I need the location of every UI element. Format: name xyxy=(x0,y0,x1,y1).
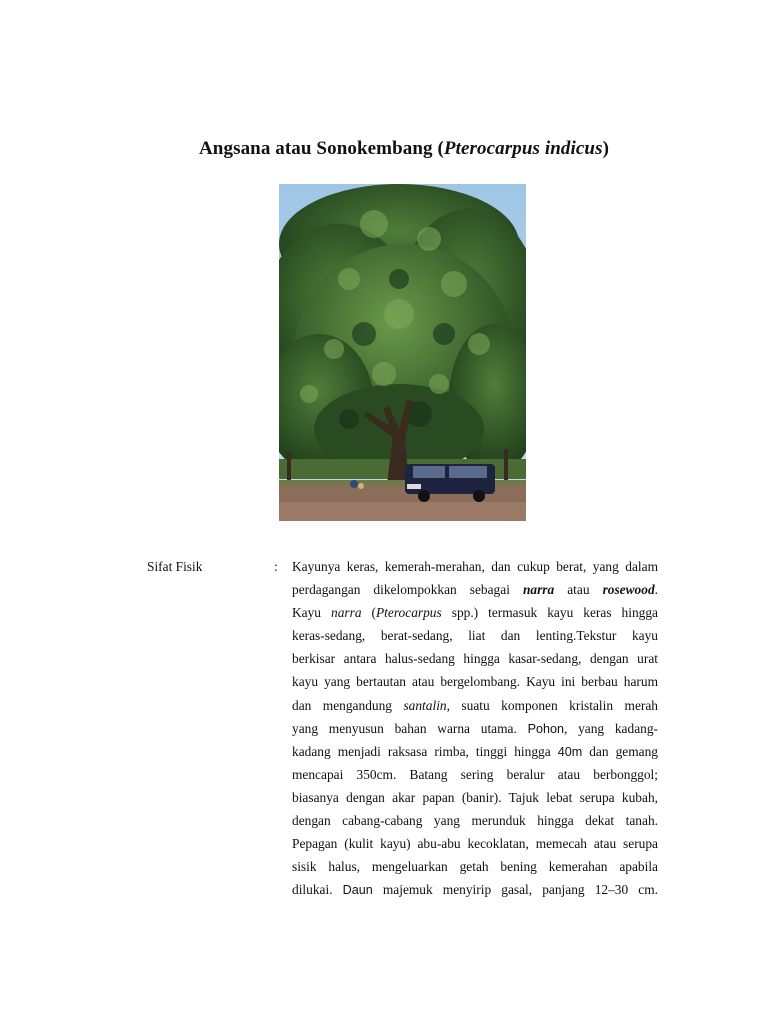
body-line xyxy=(292,786,658,809)
body-term: santalin xyxy=(403,697,447,713)
body-term: Pohon xyxy=(527,721,564,736)
body-line xyxy=(292,578,658,601)
body-term: 40m xyxy=(557,744,583,759)
body-segment: kayu yang bertautan atau bergelombang. Kayu ini berbau harum xyxy=(292,674,658,690)
body-line xyxy=(292,555,658,578)
body-term: rosewood xyxy=(602,582,655,598)
body-segment: Kayunya keras, kemerah-merahan, dan cukup berat, yang dalam xyxy=(292,559,658,574)
body-segment: dan mengandung xyxy=(292,697,404,713)
body-segment: dengan cabang-cabang yang merunduk hingga dekat tanah. xyxy=(292,813,658,829)
body-line xyxy=(292,763,658,786)
title-species-name: Pterocarpus indicus xyxy=(443,138,603,159)
body-segment: atau xyxy=(554,582,603,598)
body-term: narra xyxy=(331,605,362,621)
section-label: Sifat Fisik xyxy=(147,559,203,574)
body-line xyxy=(292,832,658,855)
body-segment: Pepagan (kulit kayu) abu-abu kecoklatan, memecah atau serupa xyxy=(292,836,658,852)
section-colon: : xyxy=(274,559,278,574)
body-segment: berkisar antara halus-sedang hingga kasar-sedang, dengan urat xyxy=(292,651,658,667)
body-segment: sisik halus, mengeluarkan getah bening kemerahan apabila xyxy=(292,859,658,875)
body-segment: . xyxy=(654,582,659,598)
body-segment: perdagangan dikelompokkan sebagai xyxy=(292,582,523,598)
page-title xyxy=(0,138,768,160)
body-segment: dilukai. xyxy=(292,882,343,898)
body-segment: biasanya dengan akar papan (banir). Tajuk lebat serupa kubah, xyxy=(292,789,658,805)
body-line xyxy=(292,878,658,901)
body-line xyxy=(292,624,658,647)
body-line xyxy=(292,694,658,717)
body-line xyxy=(292,647,658,670)
body-line xyxy=(292,670,658,693)
body-term: narra xyxy=(522,582,555,598)
title-prefix: Angsana atau Sonokembang ( xyxy=(198,138,444,159)
section-body-text xyxy=(292,555,658,901)
body-line xyxy=(292,855,658,878)
body-segment: ( xyxy=(361,605,376,621)
body-line xyxy=(292,717,658,740)
body-line xyxy=(292,601,658,624)
body-segment: keras-sedang, berat-sedang, liat dan lenting.Tekstur kayu xyxy=(292,628,658,644)
body-segment: , suatu komponen kristalin merah xyxy=(446,697,658,713)
body-segment: mencapai 350cm. Batang sering beralur atau berbonggol; xyxy=(292,766,658,782)
body-line xyxy=(292,809,658,832)
body-segment: dan gemang xyxy=(582,743,658,759)
body-term: Pterocarpus xyxy=(376,605,442,621)
title-suffix: ) xyxy=(602,138,610,159)
tree-photo xyxy=(279,184,526,521)
body-segment: spp.) termasuk kayu keras hingga xyxy=(441,605,658,621)
body-line xyxy=(292,740,658,763)
body-segment: kadang menjadi raksasa rimba, tinggi hingga xyxy=(292,743,558,759)
body-segment: yang menyusun bahan warna utama. xyxy=(292,720,528,736)
body-term: Daun xyxy=(342,883,373,898)
body-segment: , yang kadang- xyxy=(563,720,658,736)
body-segment: majemuk menyirip gasal, panjang 12–30 cm. xyxy=(372,882,658,898)
body-segment: Kayu xyxy=(292,605,332,621)
